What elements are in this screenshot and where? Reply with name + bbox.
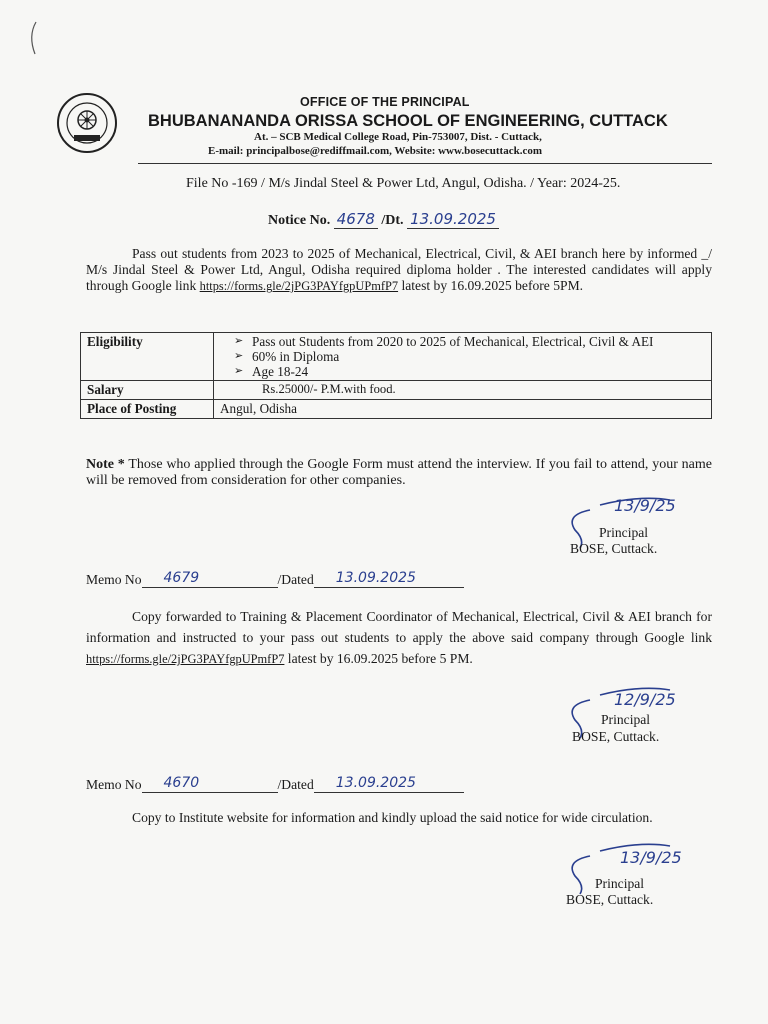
table-row (81, 400, 712, 419)
notice-body-text: Pass out students from 2023 to 2025 of Mechanical, Electrical, Civil, & AEI branch here by informed _/ M/s Jindal Steel & Power Ltd, Angul, Odisha required diploma holder . The interested candidates will apply through Google link (86, 246, 712, 294)
office-title: OFFICE OF THE PRINCIPAL (300, 95, 470, 109)
header-divider (138, 163, 712, 164)
file-number-line: File No -169 / M/s Jindal Steel & Power Ltd, Angul, Odisha. / Year: 2024-25. (186, 176, 621, 191)
note-text: Those who applied through the Google Form must attend the interview. If you fail to attend, your name will be removed from consideration for other companies. (86, 457, 712, 489)
institution-logo (56, 92, 118, 154)
details-table (80, 332, 712, 419)
table-row (81, 333, 712, 381)
list-item: ➢ Age 18-24 (220, 364, 705, 379)
notice-date-label: /Dt. (381, 213, 404, 228)
notice-label: Notice No. (268, 213, 331, 228)
memo-body-text: Copy to Institute website for information and kindly upload the said notice for wide circulation. (132, 810, 653, 825)
note-block (86, 457, 712, 489)
notice-body-deadline: latest by 16.09.2025 before 5PM. (398, 278, 584, 294)
signatory-title: Principal (599, 525, 649, 540)
institution-name: BHUBANANANDA ORISSA SCHOOL OF ENGINEERING, CUTTACK (148, 112, 668, 130)
eligibility-label: Eligibility (81, 333, 214, 381)
google-form-link[interactable]: https://forms.gle/2jPG3PAYfgpUPmfP7 (199, 279, 399, 294)
memo-date: 13.09.2025 (335, 775, 416, 791)
notice-heading (268, 210, 499, 229)
memo-number: 4679 (163, 570, 200, 586)
eligibility-list (220, 334, 705, 379)
memo-line (86, 776, 464, 793)
signature-initials: 13/9/25 (620, 848, 682, 867)
list-item: ➢ 60% in Diploma (220, 349, 705, 364)
memo-body-text: Copy forwarded to Training & Placement Coordinator of Mechanical, Electrical, Civil & AEI branch for information and instructed to your pass out students to apply the above said company through Google link (86, 609, 712, 645)
google-form-link[interactable]: https://forms.gle/2jPG3PAYfgpUPmfP7 (86, 652, 285, 666)
notice-number: 4678 (334, 210, 378, 229)
eligibility-value (214, 333, 712, 381)
signatory-place: BOSE, Cuttack. (570, 541, 658, 556)
list-item: ➢ Pass out Students from 2020 to 2025 of Mechanical, Electrical, Civil & AEI (220, 334, 705, 349)
memo-label: Memo No (86, 777, 142, 792)
salary-value: Rs.25000/- P.M.with food. (214, 381, 712, 400)
signatory-place: BOSE, Cuttack. (572, 729, 660, 744)
institution-contact: E-mail: principalbose@rediffmail.com, Website: www.bosecuttack.com (208, 145, 542, 157)
signature-initials: 12/9/25 (614, 690, 676, 709)
memo-body (86, 606, 712, 670)
signatory-title: Principal (601, 712, 651, 727)
notice-date: 13.09.2025 (407, 210, 499, 229)
notice-body (86, 246, 712, 295)
memo-dated-label: /Dated (277, 572, 314, 587)
memo-number: 4670 (163, 775, 200, 791)
memo-body-deadline: latest by 16.09.2025 before 5 PM. (284, 651, 473, 666)
salary-label: Salary (81, 381, 214, 400)
table-row (81, 381, 712, 400)
memo-line (86, 571, 464, 588)
memo-dated-label: /Dated (277, 777, 314, 792)
signatory-place: BOSE, Cuttack. (566, 892, 654, 907)
signatory-title: Principal (595, 876, 645, 891)
posting-label: Place of Posting (81, 400, 214, 419)
memo-label: Memo No (86, 572, 142, 587)
note-label: Note * (86, 457, 125, 472)
institution-address: At. – SCB Medical College Road, Pin-753007, Dist. - Cuttack, (254, 131, 542, 143)
memo-date: 13.09.2025 (335, 570, 416, 586)
signature-initials: 13/9/25 (614, 496, 676, 515)
memo-body (86, 810, 712, 826)
posting-value: Angul, Odisha (214, 400, 712, 419)
margin-mark (26, 18, 40, 63)
